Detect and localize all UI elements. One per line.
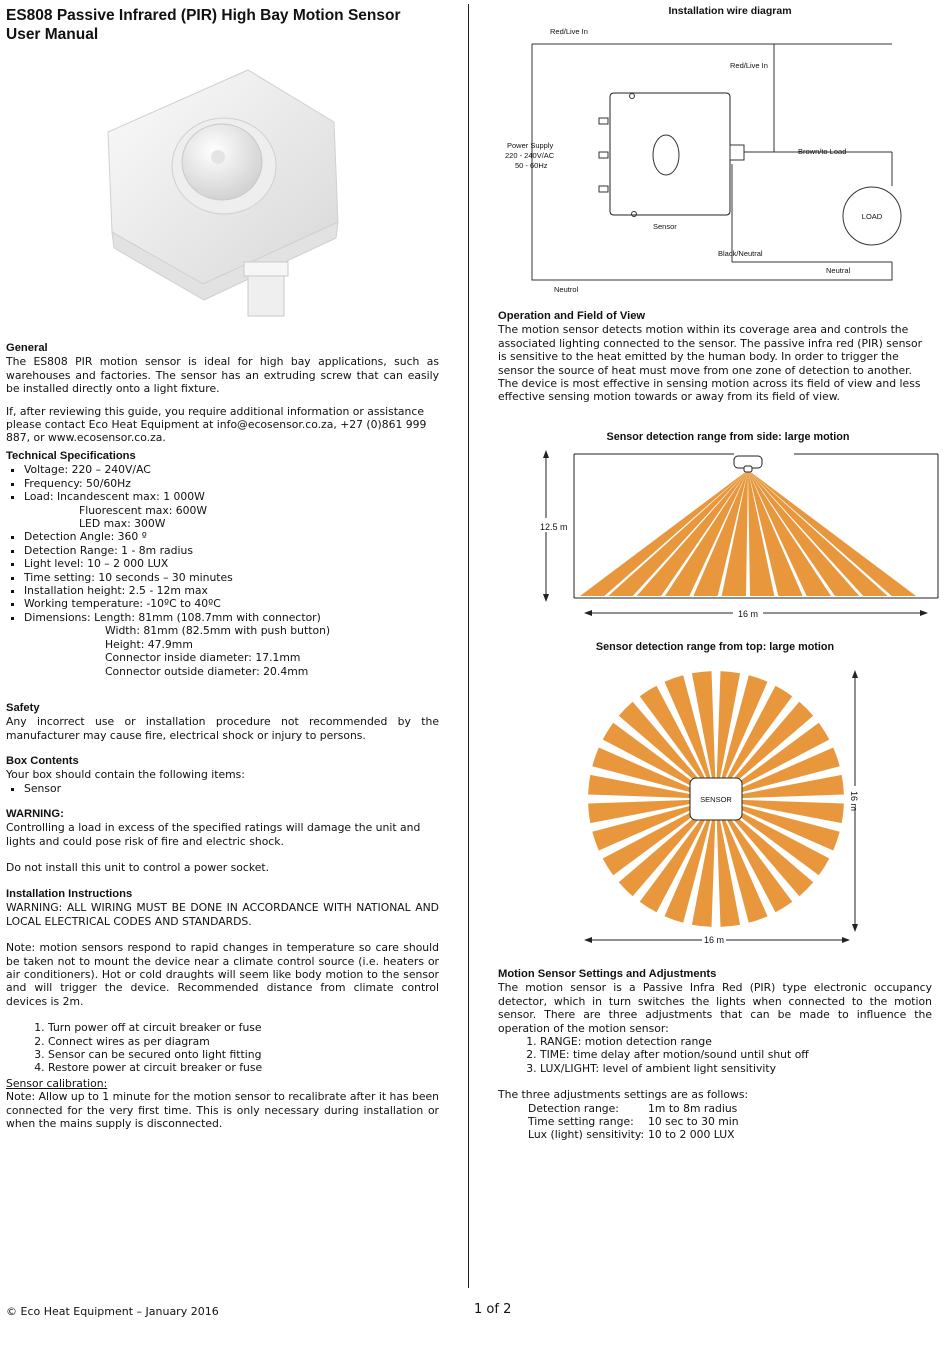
- top-detection-diagram: [578, 660, 868, 948]
- side-height-label: 12.5 m: [540, 522, 568, 532]
- spec-dim-outside: Connector outside diameter: 20.4mm: [105, 664, 309, 678]
- spec-dimensions: ▪ Dimensions: Length: 81mm (108.7mm with connector): [24, 611, 439, 624]
- settings-row: [498, 1102, 932, 1115]
- spec-load: ▪ Load: Incandescent max: 1 000W: [24, 490, 439, 503]
- settings-heading: Motion Sensor Settings and Adjustments: [498, 968, 717, 980]
- wiring-title: Installation wire diagram: [668, 5, 792, 17]
- warning-heading: WARNING:: [6, 808, 64, 820]
- operation-heading: Operation and Field of View: [498, 310, 646, 322]
- safety-text: Any incorrect use or installation procedure not recommended by the manufacturer may cause fire, electrical shock or injury to persons.: [6, 715, 439, 742]
- top-sensor-label: SENSOR: [700, 795, 732, 804]
- install-step: 4. Restore power at circuit breaker or fuse: [48, 1061, 439, 1074]
- install-caps-warning: WARNING: ALL WIRING MUST BE DONE IN ACCORDANCE WITH NATIONAL AND LOCAL ELECTRICAL CODES AND STANDARDS.: [6, 901, 439, 928]
- general-paragraph-1: The ES808 PIR motion sensor is ideal for high bay applications, such as warehouses and factories. The sensor has an extruding screw that can easily be installed directly onto a light fixture.: [6, 355, 439, 396]
- sensor-label: Sensor: [653, 222, 677, 231]
- spec-frequency: ▪ Frequency: 50/60Hz: [24, 477, 439, 490]
- settings-row-value: 10 sec to 30 min: [648, 1115, 739, 1129]
- wire-neutral-right: Neutral: [826, 266, 851, 275]
- wire-brown: Brown/to Load: [798, 147, 847, 156]
- warning-text-2: Do not install this unit to control a power socket.: [6, 861, 270, 875]
- safety-heading: Safety: [6, 702, 40, 714]
- side-width-label: 16 m: [737, 609, 759, 619]
- install-note: Note: motion sensors respond to rapid changes in temperature so care should be taken not to mount the device near a climate control source (i.e. heaters or air conditioners). Hot or cold draughts will seem like body motion to the sensor and will trigger the device. Recommended distance from climate control devices is 2m.: [6, 941, 439, 1008]
- spec-voltage: ▪ Voltage: 220 – 240V/AC: [24, 463, 439, 476]
- calibration-text: Note: Allow up to 1 minute for the motion sensor to recalibrate after it has been connected for the very first time. This is only necessary during installation or when the mains supply is disconnected.: [6, 1090, 439, 1131]
- settings-list: [498, 1035, 932, 1075]
- load-label: LOAD: [861, 212, 883, 221]
- specs-heading: Technical Specifications: [6, 450, 136, 462]
- spec-load-fluorescent: Fluorescent max: 600W: [79, 503, 208, 517]
- footer-copyright: © Eco Heat Equipment – January 2016: [6, 1305, 219, 1318]
- warning-section: [6, 808, 439, 875]
- operation-section: [498, 310, 932, 404]
- footer-page-number: 1 of 2: [474, 1302, 512, 1317]
- power-supply-line-3: 50 - 60Hz: [515, 161, 548, 170]
- settings-intro: The three adjustments settings are as follows:: [498, 1088, 749, 1102]
- settings-text: The motion sensor is a Passive Infra Red (PIR) type electronic occupancy detector, which in turn switches the lights when connected to the motion sensor. There are three adjustments that can be made to influence the operation of the motion sensor:: [498, 981, 932, 1035]
- install-step: 3. Sensor can be secured onto light fitting: [48, 1048, 439, 1061]
- warning-text-1: Controlling a load in excess of the specified ratings will damage the unit and lights and could pose risk of fire and electric shock.: [6, 821, 421, 848]
- general-heading: General: [6, 342, 48, 354]
- calibration-heading: Sensor calibration:: [6, 1077, 108, 1090]
- top-diagram-caption: Sensor detection range from top: large motion: [595, 641, 835, 653]
- spec-range: ▪ Detection Range: 1 - 8m radius: [24, 544, 439, 557]
- wire-black: Black/Neutral: [718, 249, 763, 258]
- spec-dim-inside: Connector inside diameter: 17.1mm: [105, 651, 301, 665]
- settings-item: 1. RANGE: motion detection range: [540, 1035, 932, 1048]
- spec-height: ▪ Installation height: 2.5 - 12m max: [24, 584, 439, 597]
- side-diagram-caption: Sensor detection range from side: large motion: [606, 431, 850, 443]
- spec-angle: ▪ Detection Angle: 360 º: [24, 530, 439, 543]
- box-text: Your box should contain the following items:: [6, 768, 245, 782]
- title-line-1: ES808 Passive Infrared (PIR) High Bay Motion Sensor: [6, 7, 401, 24]
- product-photo: [98, 62, 348, 324]
- settings-row: [498, 1128, 932, 1141]
- box-item: ▪ Sensor: [24, 782, 439, 795]
- box-heading: Box Contents: [6, 755, 79, 767]
- side-detection-diagram: [528, 448, 948, 624]
- install-section: [6, 888, 439, 1075]
- calibration-section: [6, 1077, 439, 1131]
- install-heading: Installation Instructions: [6, 888, 133, 900]
- specs-section: [6, 450, 439, 678]
- settings-row-label: Detection range:: [528, 1101, 619, 1115]
- settings-row-value: 1m to 8m radius: [648, 1101, 738, 1115]
- wire-red-live-top: Red/Live In: [550, 27, 588, 36]
- spec-time: ▪ Time setting: 10 seconds – 30 minutes: [24, 571, 439, 584]
- power-supply-line-1: Power Supply: [507, 141, 554, 150]
- settings-item: 2. TIME: time delay after motion/sound until shut off: [540, 1048, 932, 1061]
- install-step: 2. Connect wires as per diagram: [48, 1035, 439, 1048]
- top-height-label: 16 m: [849, 791, 859, 812]
- settings-row: [498, 1115, 932, 1128]
- box-section: [6, 755, 439, 795]
- spec-light: ▪ Light level: 10 – 2 000 LUX: [24, 557, 439, 570]
- install-steps: [6, 1021, 439, 1075]
- title-line-2: User Manual: [6, 26, 99, 43]
- install-step: 1. Turn power off at circuit breaker or fuse: [48, 1021, 439, 1034]
- general-paragraph-2: If, after reviewing this guide, you require additional information or assistance please contact Eco Heat Equipment at info@ecosensor.co.za, +27 (0)861 999 887, or www.ecosensor.co.za.: [6, 404, 427, 445]
- general-section: [6, 342, 439, 445]
- wiring-diagram: [498, 0, 938, 300]
- settings-section: [498, 968, 932, 1142]
- settings-item: 3. LUX/LIGHT: level of ambient light sensitivity: [540, 1062, 932, 1075]
- operation-text: The motion sensor detects motion within its coverage area and controls the associated lighting connected to the sensor. The passive infra red (PIR) sensor is sensitive to the heat emitted by the human body. In order to trigger the sensor the source of heat must move from one zone of detection to another. The device is most effective in sensing motion across its field of view and less effective sensing motion towards or away from its field of view.: [498, 323, 923, 404]
- spec-dim-width: Width: 81mm (82.5mm with push button): [105, 624, 331, 638]
- settings-row-label: Time setting range:: [528, 1115, 634, 1129]
- spec-dim-height: Height: 47.9mm: [105, 637, 193, 651]
- spec-load-led: LED max: 300W: [79, 517, 166, 531]
- settings-row-label: Lux (light) sensitivity:: [528, 1128, 645, 1142]
- specs-list: [6, 463, 439, 678]
- wire-red-live-right: Red/Live In: [730, 61, 768, 70]
- top-width-label: 16 m: [703, 935, 725, 945]
- document-title: [6, 6, 446, 44]
- column-divider: [468, 4, 469, 1288]
- power-supply-line-2: 220 - 240V/AC: [505, 151, 555, 160]
- spec-temp: ▪ Working temperature: -10ºC to 40ºC: [24, 597, 439, 610]
- safety-section: [6, 702, 439, 742]
- wire-neutral-bottom: Neutrol: [554, 285, 579, 294]
- settings-row-value: 10 to 2 000 LUX: [648, 1128, 735, 1142]
